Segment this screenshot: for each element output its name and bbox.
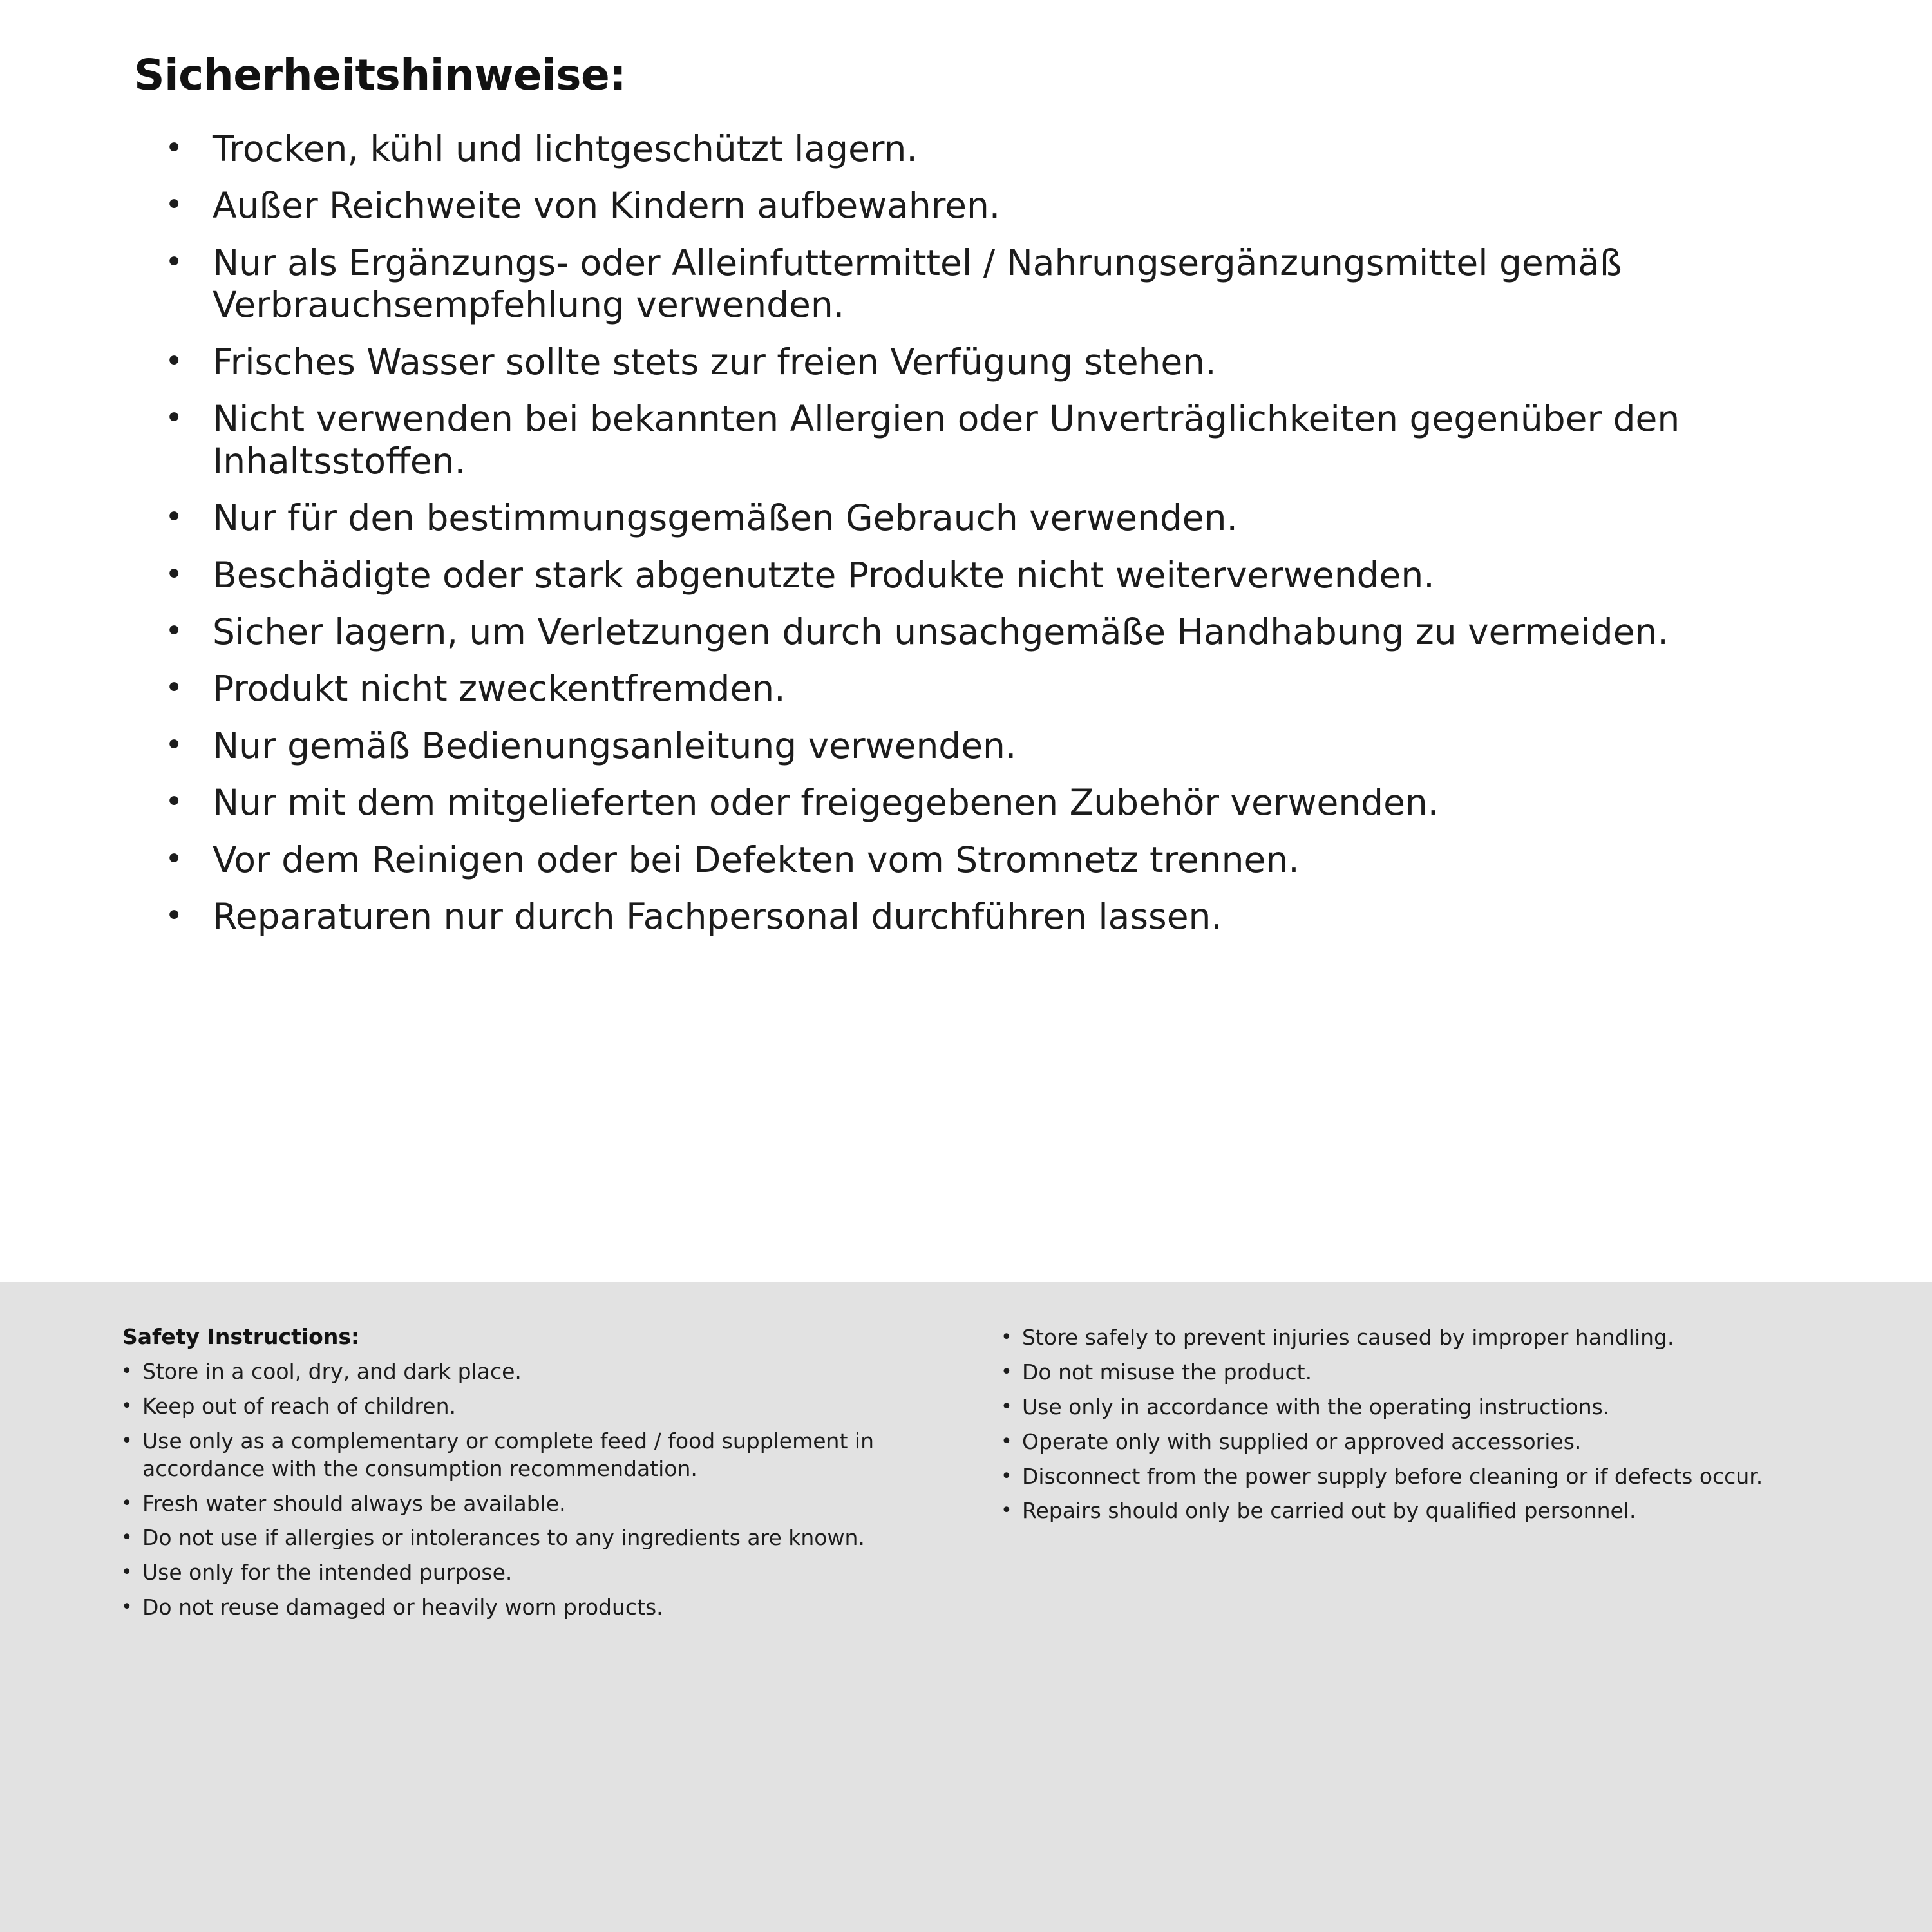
bullet-icon: • (121, 1360, 133, 1383)
list-item (97, 1428, 934, 1483)
bullet-icon: • (165, 130, 184, 166)
list-item-text: Nur als Ergänzungs- oder Alleinfuttermittel / Nahrungsergänzungsmittel gemäß Verbrauchsempfehlung verwenden. (213, 242, 1622, 326)
list-item (97, 839, 1835, 881)
bullet-icon: • (121, 1492, 133, 1515)
list-item-text: Use only as a complementary or complete feed / food supplement in accordance with the consumption recommendation. (142, 1428, 874, 1481)
bullet-icon: • (121, 1526, 133, 1549)
list-item (97, 1594, 934, 1622)
bullet-icon: • (121, 1429, 133, 1452)
english-section-heading: Safety Instructions: (122, 1324, 360, 1349)
english-column-left (97, 1324, 934, 1906)
list-item (97, 668, 1835, 710)
bullet-icon: • (1001, 1464, 1012, 1488)
list-item-text: Trocken, kühl und lichtgeschützt lagern. (213, 128, 918, 169)
bullet-icon: • (165, 726, 184, 763)
bullet-icon: • (165, 784, 184, 820)
bullet-icon: • (1001, 1395, 1012, 1418)
list-item-text: Repairs should only be carried out by qualified personnel. (1022, 1498, 1636, 1524)
list-item (97, 1393, 934, 1421)
list-item-text: Do not reuse damaged or heavily worn products. (142, 1595, 663, 1620)
bullet-icon: • (1001, 1360, 1012, 1383)
list-item (998, 1359, 1835, 1387)
list-item-text: Keep out of reach of children. (142, 1393, 456, 1419)
list-item (998, 1463, 1835, 1491)
list-item-text: Frisches Wasser sollte stets zur freien Verfügung stehen. (213, 341, 1217, 383)
list-item-text: Außer Reichweite von Kindern aufbewahren. (213, 185, 1001, 227)
list-item-text: Reparaturen nur durch Fachpersonal durchführen lassen. (213, 896, 1222, 938)
bullet-icon: • (165, 612, 184, 649)
list-item-text: Fresh water should always be available. (142, 1490, 566, 1516)
bullet-icon: • (121, 1596, 133, 1619)
list-item (998, 1324, 1835, 1352)
list-item (998, 1497, 1835, 1525)
bullet-icon: • (1001, 1326, 1012, 1349)
list-item-text: Nur für den bestimmungsgemäßen Gebrauch verwenden. (213, 497, 1238, 539)
english-safety-list-right (998, 1324, 1835, 1525)
bullet-icon: • (1001, 1499, 1012, 1522)
list-item (97, 497, 1835, 539)
list-item-text: Operate only with supplied or approved accessories. (1022, 1428, 1582, 1454)
list-item-text: Sicher lagern, um Verletzungen durch unsachgemäße Handhabung zu vermeiden. (213, 611, 1669, 652)
german-safety-list (97, 128, 1835, 938)
bullet-icon: • (165, 840, 184, 877)
bullet-icon: • (165, 499, 184, 536)
list-item (97, 782, 1835, 824)
list-item (97, 185, 1835, 227)
bullet-icon: • (1001, 1430, 1012, 1453)
list-item-text: Beschädigte oder stark abgenutzte Produkte nicht weiterverwenden. (213, 554, 1435, 596)
list-item (97, 1490, 934, 1518)
list-item (97, 554, 1835, 596)
list-item-text: Nicht verwenden bei bekannten Allergien oder Unverträglichkeiten gegenüber den Inhaltsstoffen. (213, 398, 1680, 482)
bullet-icon: • (165, 343, 184, 379)
list-item (998, 1394, 1835, 1421)
list-item-text: Nur gemäß Bedienungsanleitung verwenden. (213, 724, 1017, 766)
english-column-right (998, 1324, 1835, 1906)
bullet-icon: • (165, 187, 184, 223)
list-item (97, 896, 1835, 938)
list-item-text: Nur mit dem mitgelieferten oder freigegebenen Zubehör verwenden. (213, 782, 1439, 824)
list-item-text: Produkt nicht zweckentfremden. (213, 668, 786, 710)
list-item (97, 242, 1835, 327)
list-item (97, 725, 1835, 767)
english-safety-list-left (97, 1358, 934, 1622)
list-item (97, 341, 1835, 383)
bullet-icon: • (165, 400, 184, 437)
german-section-heading: Sicherheitshinweise: (134, 50, 627, 100)
english-safety-section (0, 1282, 1932, 1932)
bullet-icon: • (165, 670, 184, 706)
list-item-text: Store in a cool, dry, and dark place. (142, 1359, 522, 1384)
bullet-icon: • (165, 556, 184, 592)
list-item (97, 1559, 934, 1587)
list-item-text: Store safely to prevent injuries caused by improper handling. (1022, 1325, 1674, 1350)
list-item-text: Use only in accordance with the operating instructions. (1022, 1394, 1610, 1419)
list-item-text: Vor dem Reinigen oder bei Defekten vom Stromnetz trennen. (213, 838, 1300, 880)
list-item (998, 1428, 1835, 1456)
list-item (97, 1358, 934, 1386)
list-item-text: Disconnect from the power supply before cleaning or if defects occur. (1022, 1463, 1763, 1489)
list-item (97, 1524, 934, 1552)
bullet-icon: • (121, 1394, 133, 1417)
list-item-text: Use only for the intended purpose. (142, 1560, 513, 1586)
bullet-icon: • (165, 243, 184, 280)
list-item-text: Do not use if allergies or intolerances to any ingredients are known. (142, 1525, 865, 1551)
list-item-text: Do not misuse the product. (1022, 1359, 1312, 1385)
bullet-icon: • (121, 1561, 133, 1584)
list-item (97, 128, 1835, 170)
bullet-icon: • (165, 898, 184, 934)
list-item (97, 398, 1835, 482)
list-item (97, 611, 1835, 653)
